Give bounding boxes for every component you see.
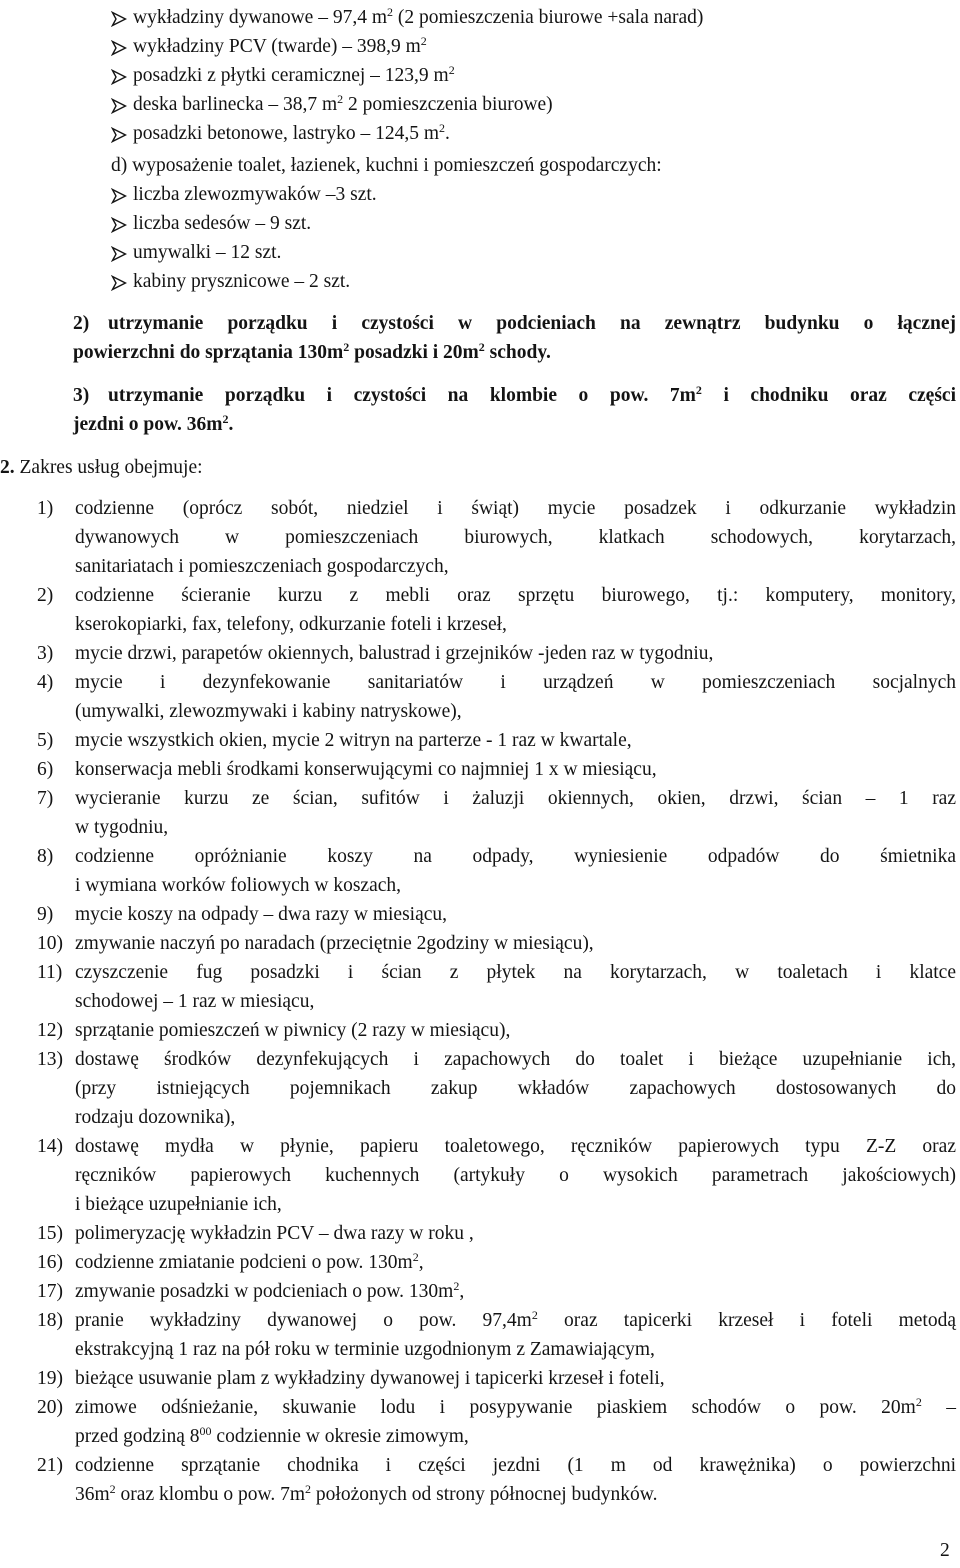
list-item-line — [75, 1019, 510, 1043]
list-item-line — [75, 613, 507, 637]
superscript: 2 — [343, 340, 350, 354]
bold-item-text: posadzki i 20m — [349, 342, 479, 363]
bullet-text: deska barlinecka – 38,7 m — [133, 94, 338, 115]
superscript: 2 — [695, 383, 702, 397]
list-item-line — [75, 1222, 474, 1246]
list-item-text: i wymiana worków foliowych w koszach, — [75, 875, 402, 896]
list-item-line — [75, 758, 657, 782]
list-item-line — [75, 1309, 956, 1333]
list-number: 13) — [37, 1049, 63, 1070]
list-item-line — [75, 729, 632, 753]
list-item-line — [75, 1280, 464, 1304]
list-number: 1) — [37, 498, 54, 519]
list-item-line — [75, 497, 956, 521]
list-item-text: codzienne ścieranie kurzu z mebli oraz sprzętu biurowego, tj.: komputery, monitory, — [75, 585, 956, 606]
superscript: 2 — [305, 1482, 312, 1496]
list-item-text: codzienne (oprócz sobót, niedziel i świąt) mycie posadzek i odkurzanie wykładzin — [75, 498, 956, 519]
section-number: 2. — [0, 457, 20, 478]
list-item-text: i bieżące uzupełnianie ich, — [75, 1194, 282, 1215]
list-item-line — [75, 874, 401, 898]
arrowhead-bullet-icon — [111, 246, 127, 262]
arrowhead-bullet-icon — [111, 188, 127, 204]
list-number: 3) — [37, 643, 54, 664]
list-number: 16) — [37, 1252, 63, 1273]
list-item-text: położonych od strony północnej budynków. — [311, 1484, 658, 1505]
list-item-text: zmywanie naczyń po naradach (przeciętnie 2godziny w miesiącu), — [75, 933, 594, 954]
list-item-text: codzienne zmiatanie podcieni o pow. 130m — [75, 1252, 413, 1273]
arrowhead-bullet-icon — [111, 69, 127, 85]
list-number: 2) — [73, 313, 90, 334]
list-item-text: ręczników papierowych kuchennych (artykuły o wysokich parametrach jakościowych) — [75, 1165, 956, 1186]
list-item-line — [75, 1338, 655, 1362]
list-item-line — [75, 642, 713, 666]
list-item-text: dostawę środków dezynfekujących i zapachowych do toalet i bieżące uzupełnianie ich, — [75, 1049, 956, 1070]
list-item-line — [75, 1135, 956, 1159]
list-item-text: bieżące usuwanie plam z wykładziny dywanowej i tapicerki krzeseł i foteli, — [75, 1368, 665, 1389]
bold-item-text: . — [228, 414, 234, 435]
arrowhead-bullet-icon — [111, 11, 127, 27]
list-number: 21) — [37, 1455, 63, 1476]
list-item-line — [75, 700, 462, 724]
bold-item-text: i chodniku oraz części — [701, 385, 957, 406]
arrowhead-bullet-icon — [111, 217, 127, 233]
bullet-item — [133, 212, 311, 236]
list-item-text: codziennie w okresie zimowym, — [211, 1426, 469, 1447]
superscript: 2 — [915, 1395, 922, 1409]
bullet-text: umywalki – 12 szt. — [133, 242, 282, 263]
list-item-text: oraz klombu o pow. 7m — [115, 1484, 306, 1505]
arrowhead-bullet-icon — [111, 98, 127, 114]
list-item-text: ekstrakcyjną 1 raz na pół roku w terminie uzgodnionym z Zamawiającym, — [75, 1339, 655, 1360]
list-item-text: sprzątanie pomieszczeń w piwnicy (2 razy w miesiącu), — [75, 1020, 511, 1041]
arrowhead-bullet-icon — [111, 127, 127, 143]
superscript: 2 — [448, 63, 455, 77]
bold-item-line — [73, 413, 233, 437]
list-number: 19) — [37, 1368, 63, 1389]
bullet-text: posadzki betonowe, lastryko – 124,5 m — [133, 123, 439, 144]
list-item-text: polimeryzację wykładzin PCV – dwa razy w roku , — [75, 1223, 474, 1244]
list-item-text: przed godziną 8 — [75, 1426, 200, 1447]
bullet-text: kabiny prysznicowe – 2 szt. — [133, 271, 351, 292]
list-item-text: rodzaju dozownika), — [75, 1107, 236, 1128]
bullet-item — [133, 64, 455, 88]
section-heading — [0, 456, 203, 480]
list-item-text: , — [459, 1281, 465, 1302]
list-number: 3) — [73, 385, 90, 406]
list-item-text: mycie i dezynfekowanie sanitariatów i urządzeń w pomieszczeniach socjalnych — [75, 672, 956, 693]
list-item-line — [75, 990, 314, 1014]
bullet-item — [133, 93, 553, 117]
list-item-text: czyszczenie fug posadzki i ścian z płytek na korytarzach, w toaletach i klatce — [75, 962, 956, 983]
list-item-text: oraz tapicerki krzeseł i foteli metodą — [537, 1310, 956, 1331]
list-item-line — [75, 1367, 665, 1391]
superscript: 2 — [420, 34, 427, 48]
list-item-text: mycie wszystkich okien, mycie 2 witryn na parterze - 1 raz w kwartale, — [75, 730, 632, 751]
list-item-line — [75, 1077, 956, 1101]
list-item-line — [75, 932, 594, 956]
bullet-text: liczba sedesów – 9 szt. — [133, 213, 312, 234]
list-item-text: mycie drzwi, parapetów okiennych, balustrad i grzejników -jeden raz w tygodniu, — [75, 643, 714, 664]
arrowhead-bullet-icon — [111, 275, 127, 291]
list-number: 10) — [37, 933, 63, 954]
list-number: 11) — [37, 962, 63, 983]
list-item-text: dywanowych w pomieszczeniach biurowych, klatkach schodowych, korytarzach, — [75, 527, 956, 548]
list-number: 18) — [37, 1310, 63, 1331]
list-item-text: – — [921, 1397, 956, 1418]
list-number: 14) — [37, 1136, 63, 1157]
list-item-text: kserokopiarki, fax, telefony, odkurzanie foteli i krzeseł, — [75, 614, 507, 635]
bold-item-line — [73, 341, 551, 365]
bullet-text: liczba zlewozmywaków –3 szt. — [133, 184, 377, 205]
bold-item-line — [108, 384, 956, 408]
list-item-line — [75, 845, 956, 869]
list-item-text: zmywanie posadzki w podcieniach o pow. 130m — [75, 1281, 454, 1302]
list-item-line — [75, 961, 956, 985]
list-item-text: , — [418, 1252, 424, 1273]
superscript: 2 — [222, 412, 229, 426]
list-item-text: zimowe odśnieżanie, skuwanie lodu i posypywanie piaskiem schodów o pow. 20m — [75, 1397, 916, 1418]
bullet-item — [133, 35, 427, 59]
list-number: 20) — [37, 1397, 63, 1418]
superscript: 2 — [109, 1482, 116, 1496]
bullet-item — [133, 122, 450, 146]
list-item-line — [75, 1396, 956, 1420]
list-heading-d: d) wyposażenie toalet, łazienek, kuchni i pomieszczeń gospodarczych: — [111, 155, 662, 176]
list-item-line — [75, 1106, 235, 1130]
bullet-item — [133, 183, 377, 207]
list-item-text: dostawę mydła w płynie, papieru toaletowego, ręczników papierowych typu Z-Z oraz — [75, 1136, 956, 1157]
bullet-text: posadzki z płytki ceramicznej – 123,9 m — [133, 65, 449, 86]
list-number: 4) — [37, 672, 54, 693]
list-item-text: (umywalki, zlewozmywaki i kabiny natryskowe), — [75, 701, 462, 722]
superscript: 00 — [199, 1424, 212, 1438]
bullet-text-tail: (2 pomieszczenia biurowe +sala narad) — [393, 7, 704, 28]
bold-item-text: utrzymanie porządku i czystości na klombie o pow. 7m — [108, 385, 696, 406]
list-number: 15) — [37, 1223, 63, 1244]
bullet-item — [133, 270, 350, 294]
list-number: 5) — [37, 730, 54, 751]
bullet-item — [133, 241, 281, 265]
bold-item-text: powierzchni do sprzątania 130m — [73, 342, 344, 363]
list-number: 17) — [37, 1281, 63, 1302]
bold-item-text: utrzymanie porządku i czystości w podcieniach na zewnątrz budynku o łącznej — [108, 313, 956, 334]
list-item-text: (przy istniejących pojemnikach zakup wkładów zapachowych dostosowanych do — [75, 1078, 956, 1099]
list-item-line — [75, 555, 449, 579]
list-item-line — [75, 1048, 956, 1072]
list-item-text: pranie wykładziny dywanowej o pow. 97,4m — [75, 1310, 532, 1331]
list-item-text: mycie koszy na odpady – dwa razy w miesiącu, — [75, 904, 448, 925]
superscript: 2 — [453, 1279, 460, 1293]
list-number: 2) — [37, 585, 54, 606]
bullet-text: wykładziny PCV (twarde) – 398,9 m — [133, 36, 421, 57]
list-item-line — [75, 1425, 469, 1449]
superscript: 2 — [439, 121, 445, 135]
list-item-line — [75, 787, 956, 811]
page-number: 2 — [940, 1540, 950, 1561]
bold-item-text: jezdni o pow. 36m — [73, 414, 223, 435]
list-number: 6) — [37, 759, 54, 780]
bullet-text-tail: . — [445, 123, 450, 144]
list-number: 12) — [37, 1020, 63, 1041]
list-item-text: sanitariatach i pomieszczeniach gospodarczych, — [75, 556, 449, 577]
superscript: 2 — [478, 340, 485, 354]
section-title: Zakres usług obejmuje: — [19, 457, 203, 478]
list-number: 7) — [37, 788, 54, 809]
list-item-line — [75, 584, 956, 608]
list-item-text: schodowej – 1 raz w miesiącu, — [75, 991, 315, 1012]
list-item-line — [75, 816, 168, 840]
list-item-text: 36m — [75, 1484, 110, 1505]
list-item-line — [75, 1483, 658, 1507]
list-item-text: konserwacja mebli środkami konserwującymi co najmniej 1 x w miesiącu, — [75, 759, 657, 780]
list-item-line — [75, 903, 447, 927]
bullet-text-tail: 2 pomieszczenia biurowe) — [343, 94, 553, 115]
superscript: 2 — [337, 92, 344, 106]
list-item-line — [75, 526, 956, 550]
bold-item-line — [108, 312, 956, 336]
list-item-line — [75, 1454, 956, 1478]
list-item-text: codzienne sprzątanie chodnika i części jezdni (1 m od krawężnika) o powierzchni — [75, 1455, 956, 1476]
bold-item-text: schody. — [484, 342, 551, 363]
list-item-text: wycieranie kurzu ze ścian, sufitów i żaluzji okiennych, okien, drzwi, ścian – 1 raz — [75, 788, 956, 809]
list-item-line — [75, 671, 956, 695]
bullet-text: wykładziny dywanowe – 97,4 m — [133, 7, 387, 28]
arrowhead-bullet-icon — [111, 40, 127, 56]
superscript: 2 — [531, 1308, 538, 1322]
list-item-text: w tygodniu, — [75, 817, 169, 838]
list-item-text: codzienne opróżnianie koszy na odpady, wyniesienie odpadów do śmietnika — [75, 846, 956, 867]
superscript: 2 — [387, 5, 393, 19]
list-item-line — [75, 1164, 956, 1188]
list-number: 9) — [37, 904, 54, 925]
superscript: 2 — [412, 1250, 419, 1264]
bullet-item — [133, 6, 703, 30]
list-item-line — [75, 1251, 424, 1275]
list-item-line — [75, 1193, 282, 1217]
list-number: 8) — [37, 846, 54, 867]
